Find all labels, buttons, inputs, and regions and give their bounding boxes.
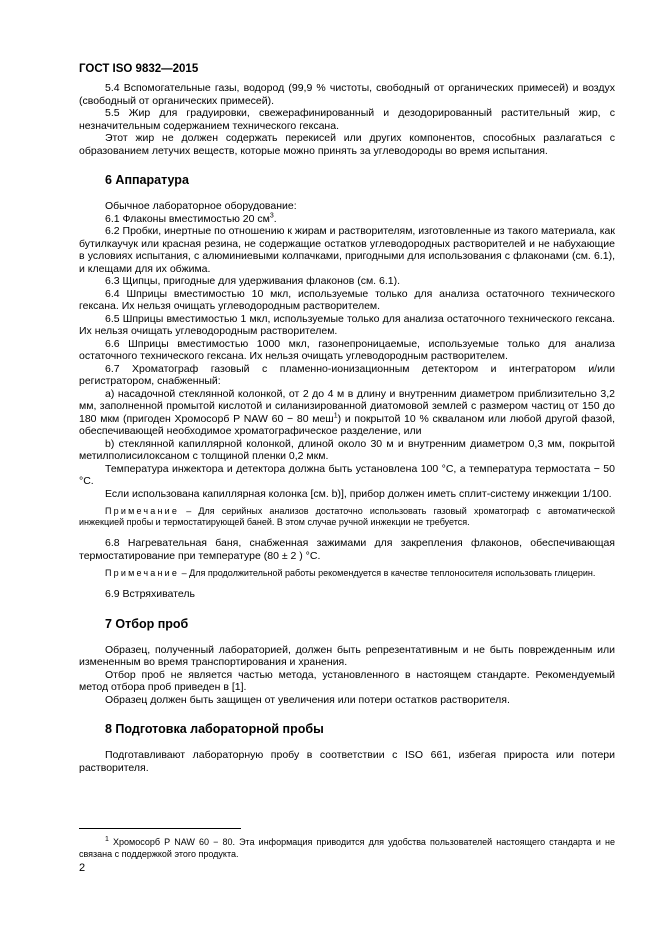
- paragraph-7-1: Образец, полученный лабораторией, должен быть репрезентативным и не быть поврежденным или измененным во время транспортирования и хранения.: [79, 643, 615, 668]
- document-body: [79, 82, 615, 774]
- paragraph-6-3: 6.3 Щипцы, пригодные для удерживания флаконов (см. 6.1).: [105, 275, 401, 287]
- paragraph-6-7-a-text: a) насадочной стеклянной колонкой, от 2 до 4 м в длину и внутренним диаметром приблизительно 3,2 мм, заполненной промытой кислотой и силанизированной диатомовой землей с размером частиц от 150 до 180 мкм (пригоден Хромосорб Р NAW 60 − 80 меш: [79, 387, 615, 425]
- note-1-label: Примечание: [105, 506, 180, 516]
- section-6-heading: 6 Аппаратура: [105, 173, 189, 187]
- paragraph-6-5: 6.5 Шприцы вместимостью 1 мкл, используемые только для анализа остаточного технического гексана. Их нельзя очищать углеводородным растворителем.: [79, 312, 615, 337]
- section-8-heading: 8 Подготовка лабораторной пробы: [105, 722, 324, 736]
- paragraph-7-2: Отбор проб не является частью метода, установленного в настоящем стандарте. Рекомендуемый метод отбора проб приведен в [1].: [79, 668, 615, 693]
- paragraph-5-4: 5.4 Вспомогательные газы, водород (99,9 % чистоты, свободный от органических примесей) и воздух (свободный от органических примесей).: [79, 82, 615, 107]
- note-2-text: – Для продолжительной работы рекомендуется в качестве теплоносителя использовать глицерин.: [179, 568, 596, 578]
- note-2-label: Примечание: [105, 568, 180, 578]
- paragraph-6-2: 6.2 Пробки, инертные по отношению к жирам и растворителям, изготовленные из такого материала, как бутилкаучук или красная резина, не содержащие остатков углеводородных растворителей и не набухающие в условиях испытания, с алюминиевыми колпачками, пригодными для использования с флаконами (см. 6.1), и клещами для их обжима.: [79, 225, 615, 275]
- paragraph-6-1-end: .: [273, 212, 277, 225]
- paragraph-6-8: 6.8 Нагревательная баня, снабженная зажимами для закрепления флаконов, обеспечивающая термостатирование при температуре (80 ± 2 ) °С.: [79, 537, 615, 562]
- footnote-text: Хромосорб Р NAW 60 − 80. Эта информация приводится для удобства пользователей настоящего стандарта и не связана с поддержкой этого продукта.: [79, 837, 615, 859]
- footnote: [79, 836, 615, 860]
- paragraph-6-7-temperature: Температура инжектора и детектора должна быть установлена 100 °С, а температура термостата − 50 °С.: [79, 462, 615, 487]
- paragraph-5-5: 5.5 Жир для градуировки, свежерафинированный и дезодорированный растительный жир, с незначительным содержанием технического гексана.: [79, 107, 615, 132]
- paragraph-6-1-text: 6.1 Флаконы вместимостью 20 см: [105, 212, 270, 225]
- paragraph-6-6: 6.6 Шприцы вместимостью 1000 мкл, газонепроницаемые, используемые только для анализа остаточного технического гексана. Их нельзя очищать углеводородным растворителем.: [79, 337, 615, 362]
- paragraph-6-1-superscript: 3: [269, 212, 274, 219]
- section-6-intro: Обычное лабораторное оборудование:: [105, 200, 297, 212]
- paragraph-5-5-note: Этот жир не должен содержать перекисей или других компонентов, способных разлагаться с образованием летучих веществ, которые можно принять за углеводороды во время испытания.: [79, 132, 615, 157]
- footnote-reference: 1: [333, 412, 338, 419]
- page-number: 2: [79, 862, 86, 874]
- paragraph-7-3: Образец должен быть защищен от увеличения или потери остатков растворителя.: [105, 693, 510, 706]
- section-7-heading: 7 Отбор проб: [105, 616, 189, 631]
- footnote-divider: [79, 828, 241, 829]
- footnote-number: 1: [105, 836, 109, 843]
- paragraph-6-7-a-text-end: ) и покрытой 10 % скваланом или любой другой фазой, обеспечивающей необходимое хроматографическое разделение, или: [79, 412, 615, 437]
- paragraph-6-7: 6.7 Хроматограф газовый с пламенно-ионизационным детектором и интегратором и/или регистратором, снабженный:: [79, 362, 615, 387]
- note-1: [79, 506, 615, 528]
- paragraph-6-7-b: b) стеклянной капиллярной колонкой, длиной около 30 м и внутренним диаметром 0,3 мм, покрытой метилполисилоксаном с толщиной пленки 0,2 мкм.: [79, 437, 615, 462]
- note-2: [79, 568, 615, 579]
- paragraph-6-4: 6.4 Шприцы вместимостью 10 мкл, используемые только для анализа остаточного технического гексана. Их нельзя очищать углеводородным растворителем.: [79, 287, 615, 312]
- paragraph-6-7-split: Если использована капиллярная колонка [см. b)], прибор должен иметь сплит-систему инжекции 1/100.: [105, 487, 612, 500]
- note-1-text: – Для серийных анализов достаточно использовать газовый хроматограф с автоматической инжекцией пробы и термостатирующей баней. В этом случае ручной инжекции не требуется.: [79, 506, 615, 527]
- document-header: ГОСТ ISO 9832—2015: [79, 63, 199, 75]
- paragraph-6-9: 6.9 Встряхиватель: [105, 588, 195, 600]
- paragraph-8: Подготавливают лабораторную пробу в соответствии с ISO 661, избегая прироста или потери растворителя.: [79, 749, 615, 774]
- paragraph-6-1: [79, 213, 615, 226]
- paragraph-6-7-a: [79, 388, 615, 438]
